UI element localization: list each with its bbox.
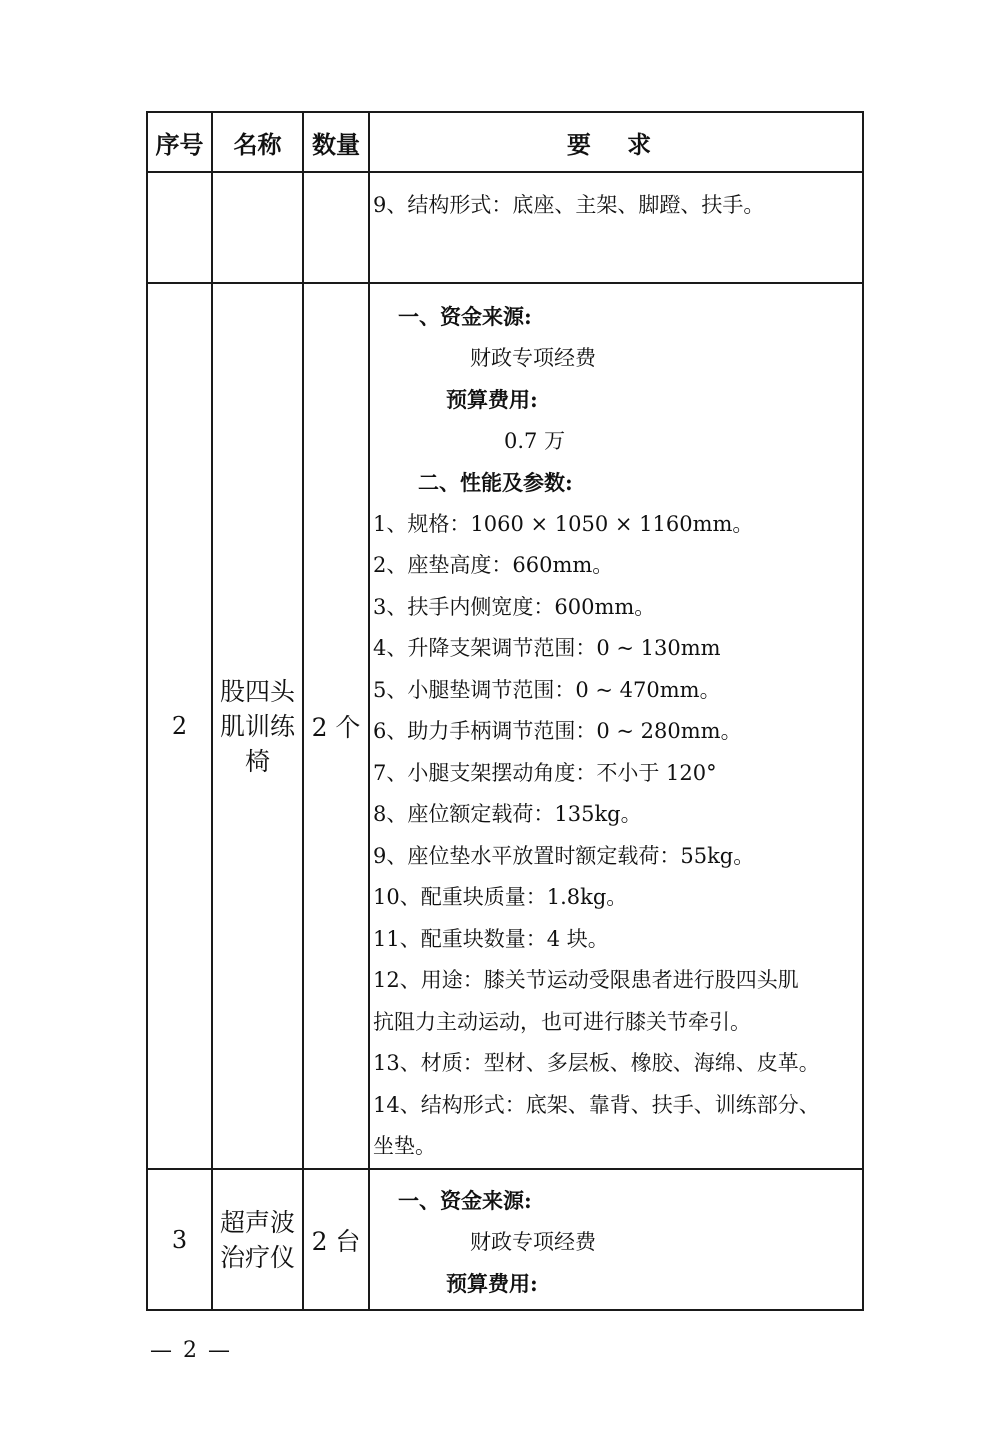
requirement-line: 4、升降支架调节范围：0 ~ 130mm: [373, 636, 721, 660]
requirements-table: [146, 111, 864, 1311]
requirement-line: 8、座位额定载荷：135kg。: [373, 802, 642, 826]
funding-value: 财政专项经费: [470, 1229, 596, 1254]
budget-heading: 预算费用:: [446, 1271, 538, 1296]
row-index: 3: [147, 1169, 212, 1310]
requirement-line: 9、座位垫水平放置时额定载荷：55kg。: [373, 843, 755, 868]
requirement-line: 9、结构形式：底座、主架、脚蹬、扶手。: [373, 193, 765, 217]
requirement-line: 抗阻力主动运动，也可进行膝关节牵引。: [373, 1009, 751, 1034]
budget-value: 0.7 万: [504, 428, 566, 453]
header-name: 名称: [212, 112, 303, 172]
requirement-line: 13、材质：型材、多层板、橡胶、海绵、皮革。: [373, 1051, 820, 1075]
row-index: [147, 172, 212, 283]
funding-heading: 一、资金来源:: [398, 1188, 532, 1213]
requirement-line: 5、小腿垫调节范围：0 ~ 470mm。: [373, 677, 721, 702]
row-requirements: [369, 172, 863, 283]
page-number: — 2 —: [150, 1338, 232, 1363]
row-index: 2: [147, 283, 212, 1169]
budget-heading: 预算费用:: [446, 387, 538, 412]
row-quantity: 2 台: [303, 1169, 369, 1310]
funding-heading: 一、资金来源:: [398, 304, 532, 329]
header-quantity: 数量: [303, 112, 369, 172]
requirement-line: 2、座垫高度：660mm。: [373, 553, 614, 577]
requirement-line: 6、助力手柄调节范围：0 ~ 280mm。: [373, 719, 742, 743]
requirement-line: 10、配重块质量：1.8kg。: [373, 885, 628, 909]
requirement-line: 7、小腿支架摆动角度：不小于 120°: [373, 760, 717, 785]
requirement-line: 3、扶手内侧宽度：600mm。: [373, 594, 656, 619]
row-requirements: [369, 1169, 863, 1310]
header-requirements: 要 求: [369, 112, 863, 172]
table-row: [147, 283, 863, 1169]
row-name: 股四头肌训练椅: [212, 283, 303, 1169]
params-heading: 二、性能及参数:: [418, 470, 573, 495]
requirement-line: 坐垫。: [373, 1134, 436, 1158]
row-quantity: 2 个: [303, 283, 369, 1169]
table-row: [147, 172, 863, 283]
row-name: [212, 172, 303, 283]
requirement-line: 12、用途：膝关节运动受限患者进行股四头肌: [373, 968, 799, 992]
row-requirements: [369, 283, 863, 1169]
row-quantity: [303, 172, 369, 283]
header-index: 序号: [147, 112, 212, 172]
funding-value: 财政专项经费: [470, 345, 596, 370]
row-name: 超声波治疗仪: [212, 1169, 303, 1310]
requirement-line: 14、结构形式：底架、靠背、扶手、训练部分、: [373, 1092, 820, 1117]
table-row: [147, 1169, 863, 1310]
requirement-line: 1、规格：1060 × 1050 × 1160mm。: [373, 511, 754, 536]
requirement-line: 11、配重块数量：4 块。: [373, 926, 609, 951]
table-header-row: [147, 112, 863, 172]
